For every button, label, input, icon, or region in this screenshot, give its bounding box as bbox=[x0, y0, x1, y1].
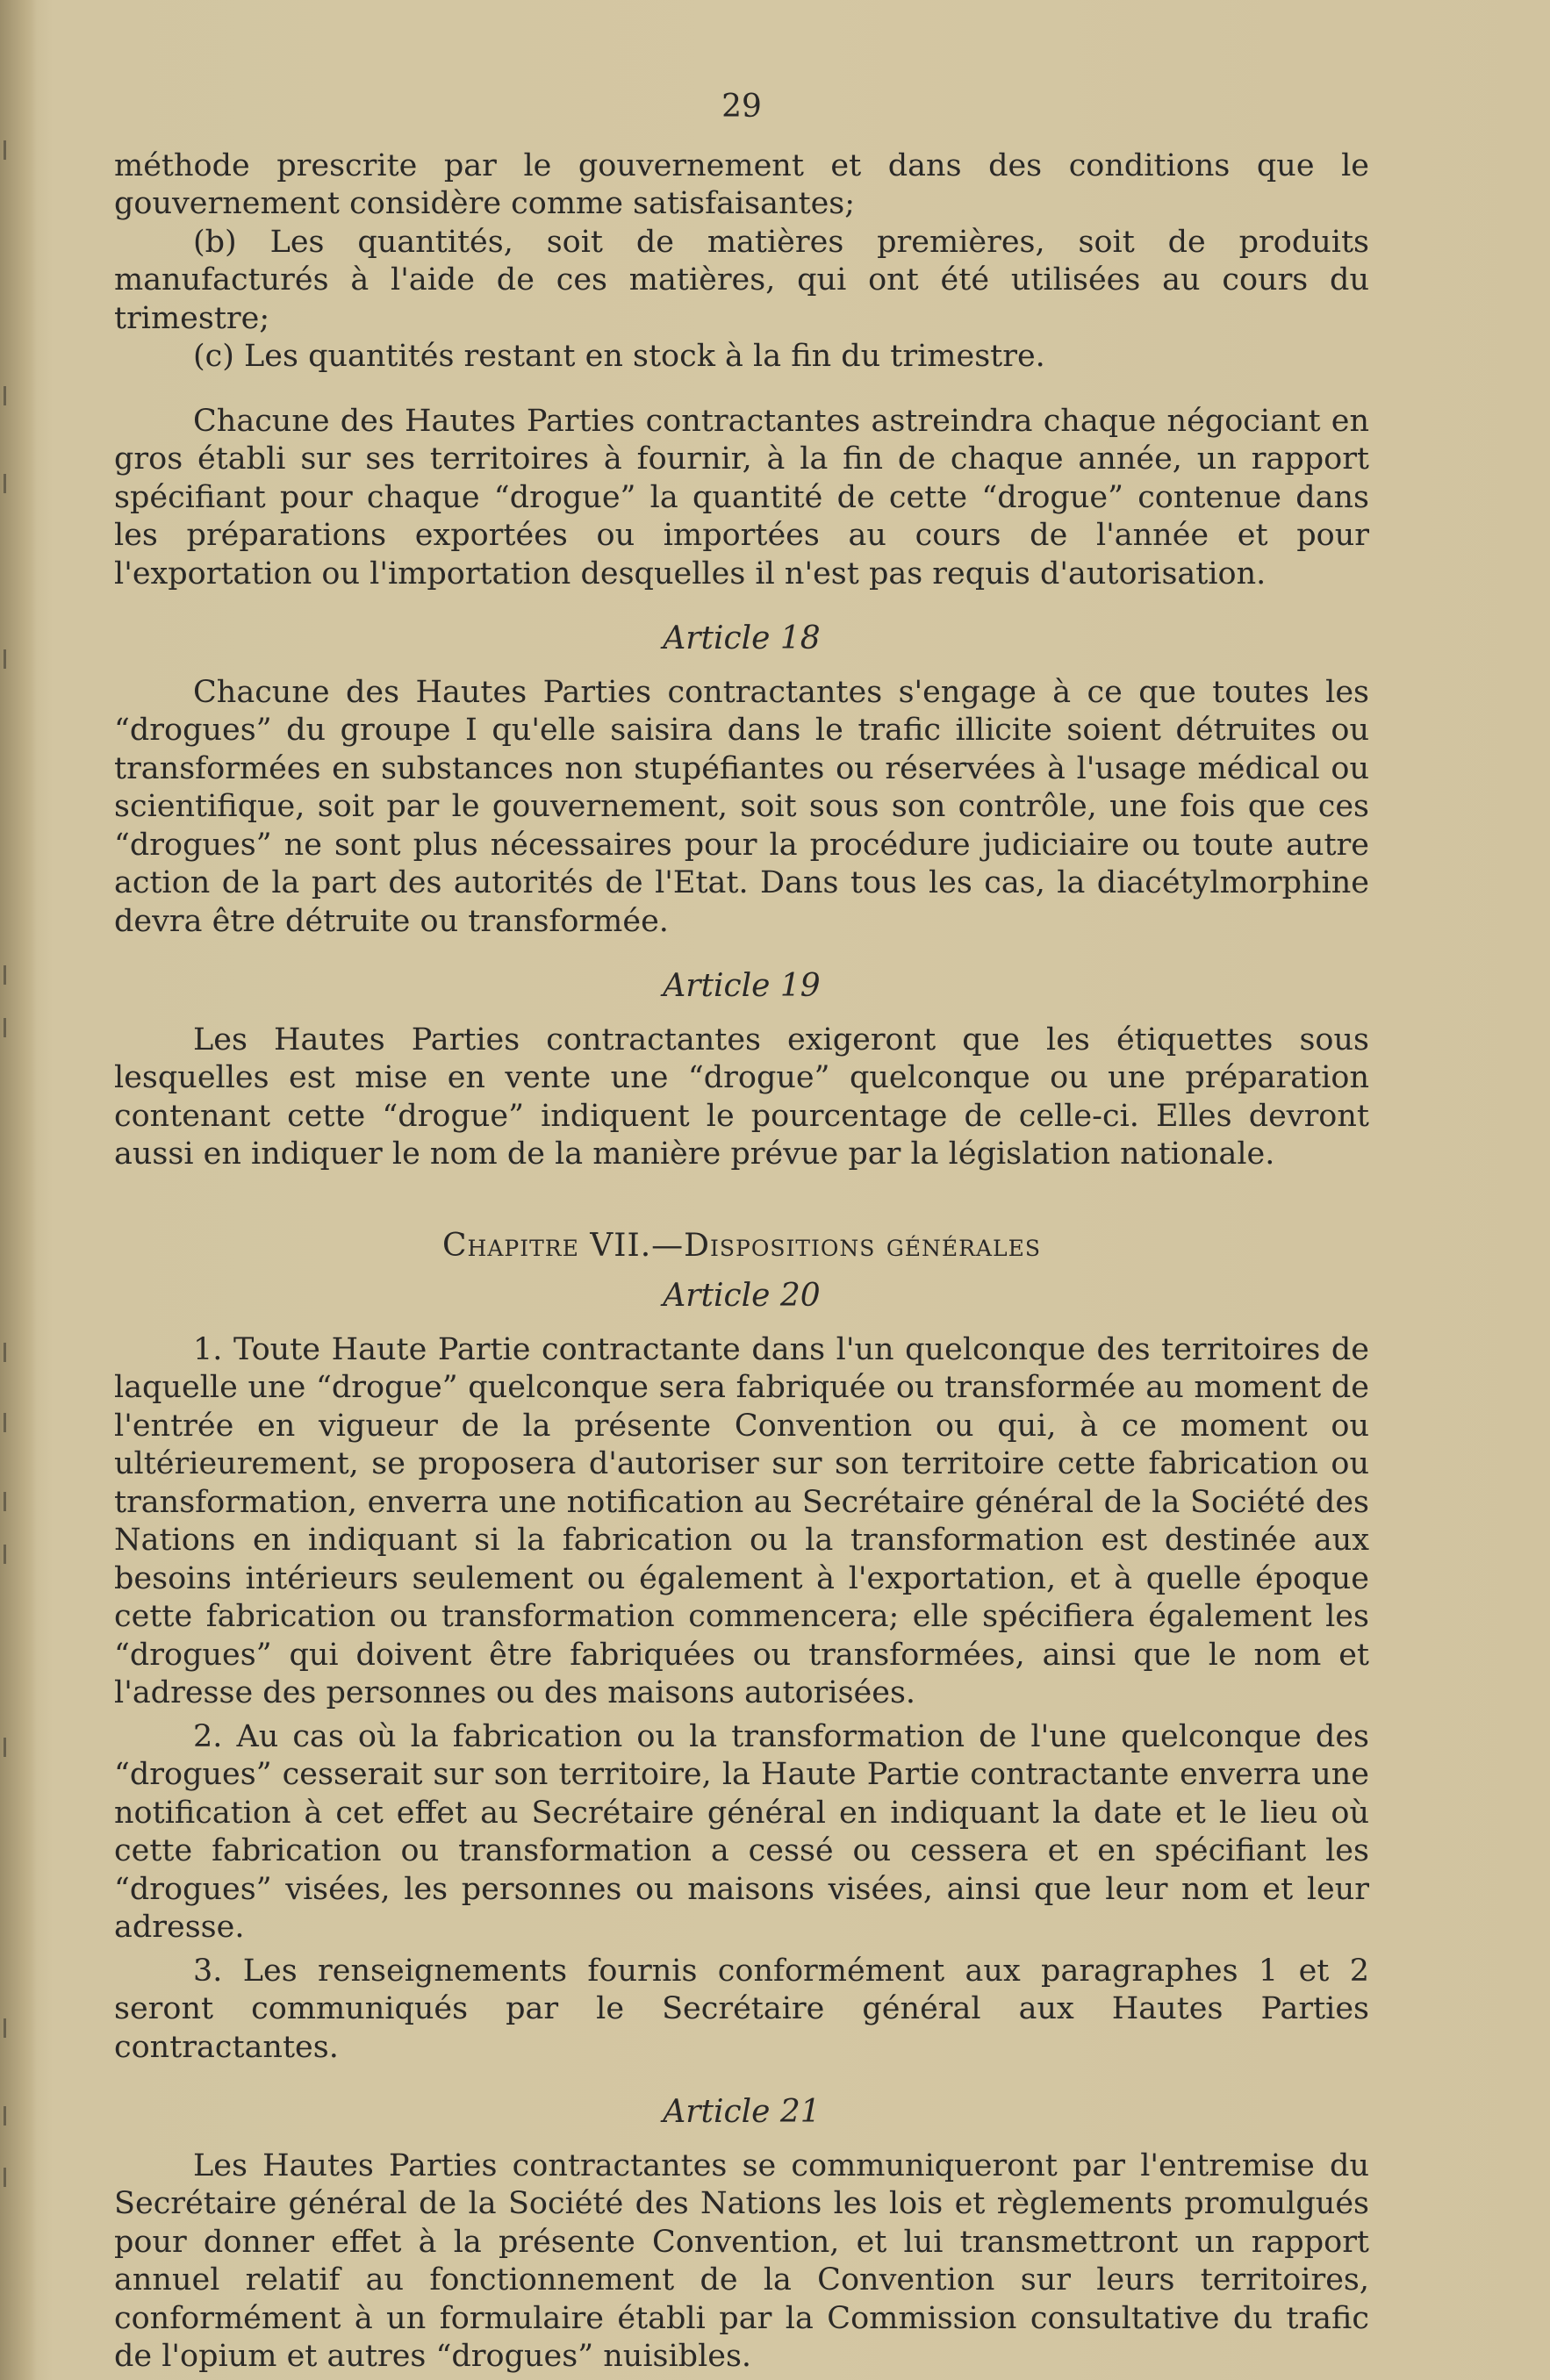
article-20-paragraph-2: 2. Au cas où la fabrication ou la transformation de l'une quelconque des “drogues” cesserait sur son territoire, la Haute Partie contractante enverra une notification à cet effet au Secrétaire général en indiquant la date et le lieu où cette fabrication ou transformation a cessé ou cessera et en spécifiant les “drogues” visées, les personnes ou maisons visées, ainsi que leur nom et leur adresse. bbox=[114, 1718, 1369, 1945]
list-item-b: (b) Les quantités, soit de matières premières, soit de produits manufacturés à l'aide de ces matières, qui ont été utilisées au cours du trimestre; bbox=[114, 224, 1369, 336]
margin-mark bbox=[4, 140, 15, 160]
continuation-paragraph: méthode prescrite par le gouvernement et dans des conditions que le gouvernement considère comme satisfaisantes; bbox=[114, 147, 1369, 221]
list-item-c: (c) Les quantités restant en stock à la fin du trimestre. bbox=[193, 339, 1045, 374]
margin-mark bbox=[4, 1018, 15, 1037]
chapter-heading: Chapitre VII.—Dispositions générales bbox=[441, 1227, 1042, 1264]
margin-mark bbox=[4, 474, 15, 493]
margin-mark bbox=[4, 1738, 15, 1757]
margin-mark bbox=[4, 2106, 15, 2126]
article-18-text: Chacune des Hautes Parties contractantes s'engage à ce que toutes les “drogues” du groupe I qu'elle saisira dans le trafic illicite soient détruites ou transformées en substances non stupéfiantes ou réservées à l'usage médical ou scientifique, soit par le gouvernement, soit sous son contrôle, une fois que ces “drogues” ne sont plus nécessaires pour la procédure judiciaire ou toute autre action de la part des autorités de l'Etat. Dans tous les cas, la diacétylmorphine devra être détruite ou transformée. bbox=[114, 674, 1369, 939]
margin-mark bbox=[4, 965, 15, 985]
page-content bbox=[114, 88, 1369, 2376]
article-19-heading: Article 19 bbox=[663, 968, 821, 1004]
article-20-paragraph-1: 1. Toute Haute Partie contractante dans l'un quelconque des territoires de laquelle une “drogue” quelconque sera fabriquée ou transformée au moment de l'entrée en vigueur de la présente Convention ou qui, à ce moment ou ultérieurement, se proposera d'autoriser sur son territoire cette fabrication ou transformation, enverra une notification au Secrétaire général de la Société des Nations en indiquant si la fabrication ou la transformation est destinée aux besoins intérieurs seulement ou également à l'exportation, et à quelle époque cette fabrication ou transformation commencera; elle spécifiera également les “drogues” qui doivent être fabriquées ou transformées, ainsi que le nom et l'adresse des personnes ou des maisons autorisées. bbox=[114, 1331, 1369, 1710]
wholesaler-report-paragraph: Chacune des Hautes Parties contractantes astreindra chaque négociant en gros établi sur ses territoires à fournir, à la fin de chaque année, un rapport spécifiant pour chaque “drogue” la quantité de cette “drogue” contenue dans les préparations exportées ou importées au cours de l'année et pour l'exportation ou l'importation desquelles il n'est pas requis d'autorisation. bbox=[114, 403, 1369, 591]
margin-mark bbox=[4, 1413, 15, 1432]
margin-mark bbox=[4, 649, 15, 669]
margin-mark bbox=[4, 1343, 15, 1362]
margin-mark bbox=[4, 1492, 15, 1511]
article-20-paragraph-3: 3. Les renseignements fournis conformément aux paragraphes 1 et 2 seront communiqués par le Secrétaire général aux Hautes Parties contractantes. bbox=[114, 1953, 1369, 2065]
margin-mark bbox=[4, 2168, 15, 2187]
article-21-heading: Article 21 bbox=[663, 2094, 821, 2130]
article-19-text: Les Hautes Parties contractantes exigeront que les étiquettes sous lesquelles est mise en vente une “drogue” quelconque ou une préparation contenant cette “drogue” indiquent le pourcentage de celle-ci. Elles devront aussi en indiquer le nom de la manière prévue par la législation nationale. bbox=[114, 1022, 1369, 1172]
article-18-heading: Article 18 bbox=[663, 620, 821, 656]
margin-mark bbox=[4, 386, 15, 405]
margin-mark bbox=[4, 1545, 15, 1564]
margin-mark bbox=[4, 2018, 15, 2038]
page-number: 29 bbox=[721, 89, 762, 125]
article-20-heading: Article 20 bbox=[663, 1278, 821, 1314]
article-21-text: Les Hautes Parties contractantes se communiqueront par l'entremise du Secrétaire général de la Société des Nations les lois et règlements promulgués pour donner effet à la présente Convention, et lui transmettront un rapport annuel relatif au fonctionnement de la Convention sur leurs territoires, conformément à un formulaire établi par la Commission consultative du trafic de l'opium et autres “drogues” nuisibles. bbox=[114, 2147, 1369, 2374]
